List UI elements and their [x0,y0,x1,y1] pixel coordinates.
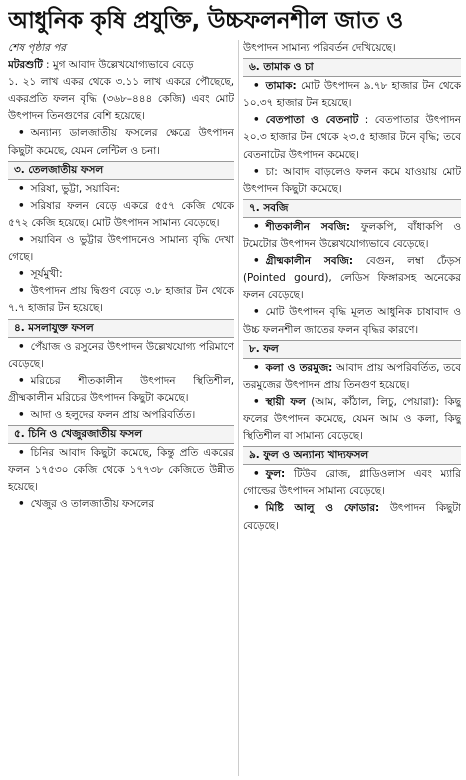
betel-title: বেতপাতা ও বেতনাট [265,114,359,127]
column-divider [238,40,239,776]
summer-paragraph [243,253,461,304]
winter-text: ফুলকপি, বাঁধাকপি ও টমেটোর উৎপাদন উল্লেখযোগ্যভাবে বেড়েছে। [243,220,461,251]
tobacco-paragraph [243,78,461,112]
pulse-note: • অন্যান্য ডালজাতীয় ফসলের ক্ষেত্রে উৎপাদন কিছুটা কমেছে, যেমন লেন্টিল ও চনা। [8,125,234,159]
flower-title: ফুল: [265,468,286,481]
section-heading-vegetables: ৭. সবজি [243,199,461,218]
perm-paragraph [243,394,461,445]
mung-text: : মুগ আবাদ উল্লেখযোগ্যভাবে বেড়ে [46,59,194,72]
section-heading-oilseeds: ৩. তেলজাতীয় ফসল [8,161,234,180]
betel-text: : বেতপাতার উৎপাদন ২০.৩ হাজার টন থেকে ২৩.৫ হাজার টনে বৃদ্ধি; তবে বেতনাটের উৎপাদন কমেছে। [243,114,461,161]
perm-title: স্থায়ী ফল [265,395,306,408]
summer-title: গ্রীষ্মকালীন সবজি: [265,255,354,268]
mung-detail: ১. ২১ লাখ একর থেকে ৩.১১ লাখ একরে পৌছেছে, একরপ্রতি ফলন বৃদ্ধি (৩৬৮–৪৪৪ কেজি) এবং মোট উৎপাদন তিনগুণের বেশি হয়েছে। [8,76,234,123]
total-text: • মোট উৎপাদন বৃদ্ধি মূলত আধুনিক চাষাবাদ ও উচ্চ ফলনশীল জাতের ফলন বৃদ্ধির কারণে। [243,304,461,338]
section-heading-fruits: ৮. ফল [243,340,461,359]
section-heading-flowers: ৯. ফুল ও অন্যান্য খাদ্যফসল [243,446,461,465]
summer-text: বেগুন, লম্বা ঢেঁড়স (Pointed gourd), লেডিস ফিঙ্গারসহ অনেকের ফলন বেড়েছে। [243,255,461,302]
potato-title: মিষ্টি আলু ও ফোডার: [265,502,380,515]
tobacco-title: তামাক: [265,80,297,93]
sugar-text: • চিনির আবাদ কিছুটা কমেছে, কিন্তু প্রতি একরের ফলন ১৭৫৩০ কেজি থেকে ১৭৭৩৮ কেজিতে উন্নীত হয়েছে। [8,445,234,496]
winter-paragraph [243,219,461,253]
potato-paragraph [243,500,461,534]
sunflower-title: • সূর্যমুখী: [8,266,234,283]
flower-text: টিউব রোজ, গ্লাডিওলাস এবং ম্যারি গোল্ডের উৎপাদন সামান্য বেড়েছে। [243,468,461,498]
tea-text: • চা: আবাদ বাড়লেও ফলন কমে যাওয়ায় মোট উৎপাদন কিছুটা কমেছে। [243,164,461,198]
carry-text: উৎপাদন সামান্য পরিবর্তন দেখিয়েছে। [243,42,396,54]
tobacco-text: মোট উৎপাদন ৯.৭৮ হাজার টন থেকে ১০.৩৭ হাজার টন হয়েছে। [243,80,461,110]
sunflower-text: • উৎপাদন প্রায় দ্বিগুণ বেড়ে ৩.৮ হাজার টন থেকে ৭.৭ হাজার টন হয়েছে। [8,283,234,317]
mung-paragraph [8,57,234,74]
chili-text: • মরিচের শীতকালীন উৎপাদন স্থিতিশীল, গ্রীষ্মকালীন মরিচের উৎপাদন কিছুটা কমেছে। [8,373,234,407]
onion-text: • পেঁয়াজ ও রসুনের উৎপাদন উল্লেখযোগ্য পরিমাণে বেড়েছে। [8,339,234,373]
date-text: • খেজুর ও তালজাতীয় ফসলের [8,496,234,513]
ginger-text: • আদা ও হলুদের ফলন প্রায় অপরিবর্তিত। [8,407,234,424]
section-heading-spices: ৪. মসলাযুক্ত ফসল [8,319,234,338]
mustard-text: • সরিষার ফলন বেড়ে একরে ৫৫৭ কেজি থেকে ৫৭২ কেজি হয়েছে। মোট উৎপাদন সামান্য বেড়েছে। [8,198,234,232]
mung-title: মটরশুটি [8,59,43,72]
continued-note: শেষ পৃষ্ঠার পর [8,42,67,54]
potato-text: উৎপাদন কিছুটা বেড়েছে। [243,502,461,532]
oil-list: • সরিষা, ভুট্টা, সয়াবিন: [8,181,234,198]
winter-title: শীতকালীন সবজি: [265,220,350,233]
right-column [243,40,461,776]
betel-paragraph [243,112,461,163]
soy-text: • সয়াবিন ও ভুট্টার উৎপাদনেও সামান্য বৃদ্ধি দেখা গেছে। [8,232,234,266]
flower-paragraph [243,466,461,500]
section-heading-sugar: ৫. চিনি ও খেজুরজাতীয় ফসল [8,425,234,444]
perm-text: (আম, কাঁঠাল, লিচু, পেয়ারা): কিছু ফলের উৎপাদন কমেছে, যেমন আম ও কলা, কিছু স্থিতিশীল বা সামান্য বেড়েছে। [243,395,461,443]
banana-text: আবাদ প্রায় অপরিবর্তিত, তবে তরমুজের উৎপাদন প্রায় তিনগুণ হয়েছে। [243,361,461,391]
article-headline: আধুনিক কৃষি প্রযুক্তি, উচ্চফলনশীল জাত ও [8,8,403,34]
left-column [8,40,234,776]
banana-title: কলা ও তরমুজ: [265,361,333,374]
section-heading-tobacco-tea: ৬. তামাক ও চা [243,58,461,77]
banana-paragraph [243,360,461,394]
